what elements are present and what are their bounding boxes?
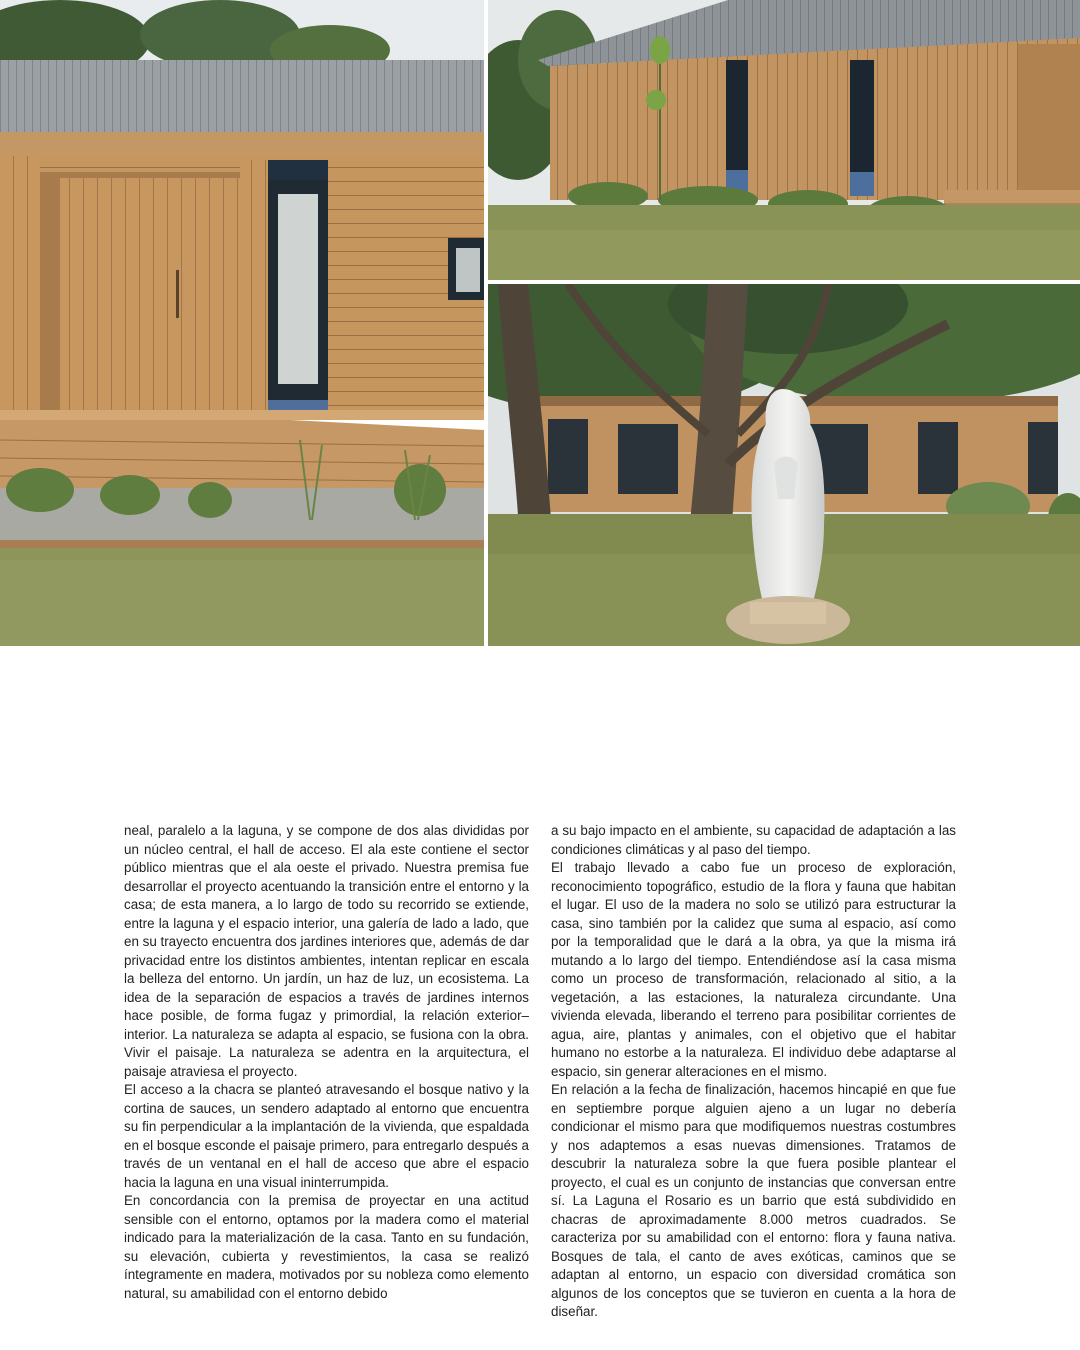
paragraph: En concordancia con la premisa de proyectar en una actitud sensible con el entorno, optamos por la madera como el material indicado para la materialización de la casa. Tanto en su fundación, su elevación, cubierta y revestimientos, la casa se realizó íntegramente en madera, motivados por su nobleza como elemento natural, su amabilidad con el entorno debido (124, 1193, 529, 1301)
paragraph: En relación a la fecha de finalización, hacemos hincapié en que fue en septiembre porque alguien ajeno a un lugar no debería condicionar el mismo para que modifiquemos nuestras costumbres y nos adaptemos a esas nuevas dimensiones. Tratamos de descubrir la naturaleza sobre la que fuera posible plantear el proyecto, el cual es un conjunto de instancias que conversan entre sí. La Laguna el Rosario es un barrio que está subdividido en chacras de aproximadamente 8.000 metros cuadrados. Se caracteriza por su amabilidad con el entorno: flora y fauna nativa. Bosques de tala, el canto de aves exóticas, caminos que se adaptan al entorno, un espacio con diversidad cromática son algunos de los conceptos que se tuvieron en cuenta a la hora de diseñar. (551, 1082, 956, 1319)
house-side-illustration (488, 0, 1080, 280)
article-left-column (124, 822, 529, 1303)
wooden-house-side-photo (488, 0, 1080, 280)
wooden-house-entrance-photo (0, 0, 484, 646)
article-right-column (551, 822, 956, 1322)
garden-statue-photo (488, 284, 1080, 646)
house-entrance-illustration (0, 0, 484, 646)
paragraph: a su bajo impacto en el ambiente, su capacidad de adaptación a las condiciones climáticas y al paso del tiempo. (551, 823, 956, 857)
paragraph: neal, paralelo a la laguna, y se compone de dos alas divididas por un núcleo central, el hall de acceso. El ala este contiene el sector público mientras que el ala oeste el privado. Nuestra premisa fue desarrollar el proyecto acentuando la transición entre el entorno y la casa; de esta manera, a lo largo de todo su recorrido se extiende, entre la laguna y el espacio interior, una galería de lado a lado, que en su trayecto encuentra dos jardines interiores que, además de dar privacidad entre los distintos ambientes, intentan replicar en escala la belleza del entorno. Un jardín, un haz de luz, un ecosistema. La idea de la separación de espacios a través de jardines internos hace posible, de forma fugaz y primordial, la relación exterior–interior. La naturaleza se adapta al espacio, se fusiona con la obra. Vivir el paisaje. La naturaleza se adentra en la arquitectura, el paisaje atraviesa el proyecto. (124, 823, 529, 1079)
paragraph: El acceso a la chacra se planteó atravesando el bosque nativo y la cortina de sauces, un sendero adaptado al entorno que encuentra su fin perpendicular a la implantación de la vivienda, que espaldada en el bosque esconde el paisaje primero, para entregarlo después a través de un ventanal en el hall de acceso que abre el espacio hacia la laguna en una visual ininterrumpida. (124, 1082, 529, 1190)
paragraph: El trabajo llevado a cabo fue un proceso de exploración, reconocimiento topográfico, estudio de la flora y fauna que habitan el lugar. El uso de la madera no solo se utilizó para estructurar la casa, sino también por la calidez que suma al espacio, así como por la temporalidad que le dará a la obra, ya que la misma irá mutando a lo largo del tiempo. Entendiéndose así la casa misma como un proceso de transformación, relacionado al sitio, a la vegetación, a las estaciones, la naturaleza circundante. Una vivienda elevada, liberando el terreno para posibilitar corrientes de agua, aire, plantas y animales, con el objetivo que el habitar humano no estorbe a la naturaleza. El individuo debe adaptarse al espacio, sin generar alteraciones en el mismo. (551, 860, 956, 1079)
garden-statue-illustration (488, 284, 1080, 646)
